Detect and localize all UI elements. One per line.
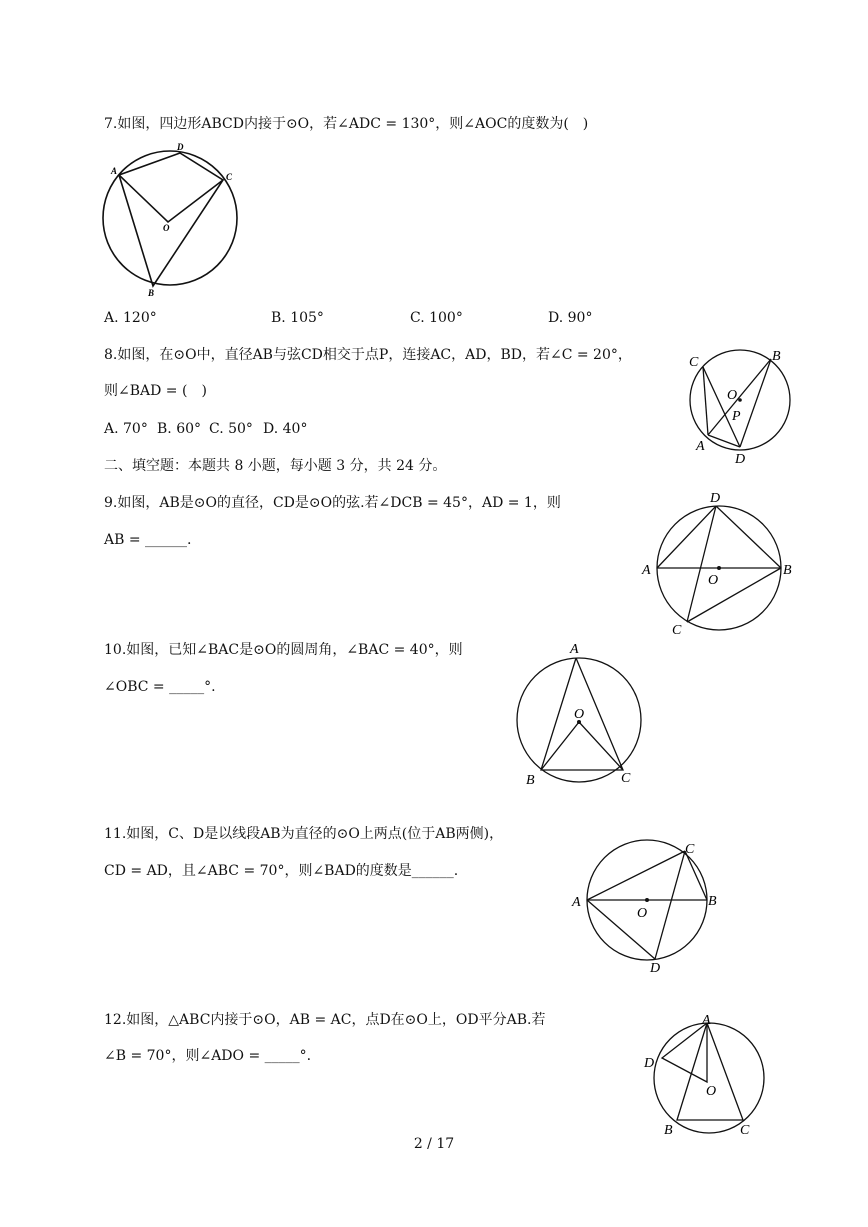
q11-label-a: A — [572, 895, 581, 910]
q11-figure — [565, 837, 730, 981]
q9-line2: AB = ______. — [104, 532, 192, 548]
q7-label-a: A — [111, 166, 118, 176]
q12-label-o: O — [706, 1084, 717, 1099]
q10-label-c: C — [621, 771, 631, 786]
section-title: 二、填空题：本题共 8 小题，每小题 3 分，共 24 分。 — [104, 458, 447, 474]
q11-line1: 11.如图，C、D是以线段AB为直径的⊙O上两点(位于AB两侧)， — [104, 826, 504, 842]
q8-option-b: B. 60° — [157, 421, 202, 437]
q11-label-d: D — [650, 961, 661, 976]
q7-stem: 7.如图，四边形ABCD内接于⊙O，若∠ADC = 130°，则∠AOC的度数为( ) — [104, 116, 589, 132]
q7-label-b: B — [148, 288, 155, 298]
q8-option-d: D. 40° — [263, 421, 308, 437]
q9-label-a: A — [642, 563, 651, 578]
q8-stem-line1: 8.如图，在⊙O中，直径AB与弦CD相交于点P，连接AC，AD，BD，若∠C = 20°， — [104, 347, 632, 363]
q10-line2: ∠OBC = _____°. — [104, 679, 216, 695]
q9-label-b: B — [783, 563, 792, 578]
q12-line1: 12.如图，△ABC内接于⊙O，AB = AC，点D在⊙O上，OD平分AB.若 — [104, 1012, 546, 1028]
q7-option-b: B. 105° — [271, 310, 324, 326]
q12-line2: ∠B = 70°，则∠ADO = _____°. — [104, 1048, 312, 1064]
q8-stem-line2: 则∠BAD = ( ) — [104, 383, 207, 399]
q12-label-a: A — [702, 1013, 711, 1028]
q10-label-o: O — [574, 707, 585, 722]
q12-figure — [640, 1010, 765, 1144]
q11-line2: CD = AD，且∠ABC = 70°，则∠BAD的度数是______. — [104, 863, 459, 879]
q9-label-c: C — [672, 623, 682, 638]
q9-figure — [640, 488, 810, 647]
q7-option-d: D. 90° — [548, 310, 593, 326]
q9-label-o: O — [708, 573, 719, 588]
q8-figure — [683, 345, 798, 474]
q7-option-c: C. 100° — [410, 310, 463, 326]
q10-figure — [508, 637, 648, 793]
q8-label-o: O — [727, 388, 738, 403]
q7-option-a: A. 120° — [104, 310, 157, 326]
q7-figure — [100, 138, 245, 302]
q8-label-b: B — [772, 349, 781, 364]
q8-label-d: D — [735, 452, 746, 467]
q7-label-o: O — [163, 223, 170, 233]
q12-label-d: D — [644, 1056, 655, 1071]
q10-label-b: B — [526, 773, 535, 788]
q12-label-c: C — [740, 1123, 750, 1138]
q7-label-c: C — [226, 172, 233, 182]
q11-label-b: B — [708, 894, 717, 909]
q10-label-a: A — [570, 642, 579, 657]
q8-label-c: C — [689, 355, 699, 370]
q11-label-o: O — [637, 906, 648, 921]
q9-line1: 9.如图，AB是⊙O的直径，CD是⊙O的弦.若∠DCB = 45°，AD = 1，则 — [104, 495, 561, 511]
q8-option-c: C. 50° — [209, 421, 253, 437]
q11-label-c: C — [685, 842, 695, 857]
q7-label-d: D — [177, 142, 184, 152]
q8-option-a: A. 70° — [104, 421, 148, 437]
q10-line1: 10.如图，已知∠BAC是⊙O的圆周角，∠BAC = 40°，则 — [104, 642, 463, 658]
q12-label-b: B — [664, 1123, 673, 1138]
q8-label-p: P — [732, 409, 741, 424]
q9-label-d: D — [710, 491, 721, 506]
page-number: 2 / 17 — [413, 1136, 455, 1152]
q8-label-a: A — [696, 439, 705, 454]
